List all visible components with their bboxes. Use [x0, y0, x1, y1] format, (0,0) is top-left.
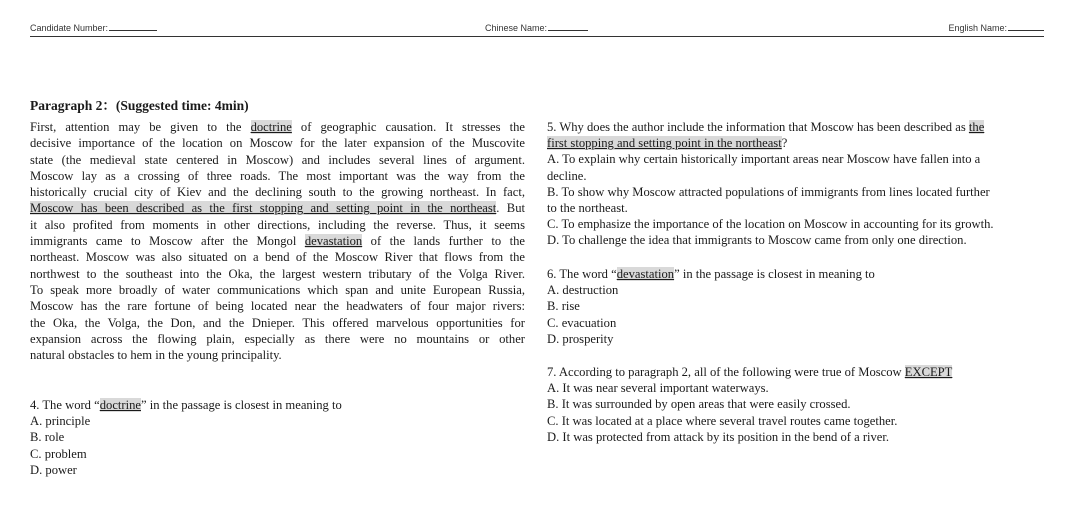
answer-option[interactable]: A. destruction: [547, 283, 619, 298]
question-text: 4. The word “: [30, 398, 100, 412]
answer-option[interactable]: B. role: [30, 430, 65, 445]
answer-option[interactable]: D. power: [30, 462, 77, 477]
highlight-except: EXCEPT: [904, 365, 953, 379]
candidate-number-blank: [109, 22, 157, 31]
passage-line: state (the medieval state centered in Moscow) and includes several lines of argument.: [30, 152, 525, 167]
highlight-doctrine: doctrine: [99, 398, 141, 412]
passage-line: expansion across the flowing plain, especially as there were no mountains or other: [30, 331, 525, 346]
english-name-field: [948, 22, 1044, 33]
answer-option[interactable]: C. It was located at a place where several travel routes came together.: [547, 413, 898, 428]
question-6-stem: [547, 266, 875, 282]
passage-line: northwest to the southeast into the Oka, the largest western tributary of the Volga River.: [30, 266, 525, 281]
chinese-name-blank: [548, 22, 588, 31]
passage-text: immigrants came to Moscow after the Mongol: [30, 234, 305, 249]
question-5-stem-cont: [547, 135, 1047, 151]
passage-line: [30, 233, 525, 249]
paragraph-title: Paragraph 2：(Suggested time: 4min): [30, 98, 249, 113]
question-text: ” in the passage is closest in meaning to: [674, 267, 875, 281]
answer-option[interactable]: D. It was protected from attack by its position in the bend of a river.: [547, 429, 890, 444]
passage-line: To speak more broadly of water communications which span and unite European Russia,: [30, 282, 525, 297]
candidate-number-field: [30, 22, 157, 33]
question-7-stem: [547, 364, 952, 380]
answer-option-cont[interactable]: to the northeast.: [547, 201, 628, 216]
english-name-label: English Name:: [948, 23, 1007, 33]
question-5: [547, 119, 1047, 249]
question-4: [30, 397, 342, 478]
answer-option[interactable]: D. prosperity: [547, 331, 614, 346]
question-7: [547, 364, 952, 445]
passage-line: the Oka, the Volga, the Don, and the Dnieper. This offered marvelous opportunities for: [30, 315, 525, 330]
answer-option[interactable]: B. To show why Moscow attracted populations of immigrants from lines located further: [547, 184, 990, 199]
passage-text: . But: [496, 201, 525, 216]
passage-line: [30, 119, 525, 135]
highlight-devastation: devastation: [304, 234, 363, 249]
passage-line: decisive importance of the location on Moscow for the later expansion of the Muscovite: [30, 136, 525, 151]
english-name-blank: [1008, 22, 1044, 31]
answer-option[interactable]: C. evacuation: [547, 315, 617, 330]
highlight-sentence: the: [968, 120, 985, 134]
highlight-doctrine: doctrine: [250, 120, 292, 134]
page-header: [30, 22, 1044, 37]
question-4-stem: [30, 397, 342, 413]
passage-text: of geographic causation. It stresses the: [291, 120, 525, 134]
answer-option[interactable]: A. To explain why certain historically important areas near Moscow have fallen into a: [547, 152, 981, 167]
passage-line: historically crucial city of Kiev and the declining south to the growing northeast. In fact,: [30, 185, 525, 200]
answer-option[interactable]: A. It was near several important waterways.: [547, 381, 769, 396]
answer-option[interactable]: B. rise: [547, 299, 580, 314]
answer-option-cont[interactable]: decline.: [547, 168, 587, 183]
answer-option[interactable]: C. problem: [30, 446, 87, 461]
reading-passage: [30, 119, 525, 363]
passage-text: First, attention may be given to the: [30, 120, 251, 134]
answer-option[interactable]: A. principle: [30, 414, 91, 429]
highlight-devastation: devastation: [616, 267, 675, 281]
chinese-name-field: [485, 22, 588, 33]
question-text: 6. The word “: [547, 267, 617, 281]
answer-option[interactable]: C. To emphasize the importance of the location on Moscow in accounting for its growth.: [547, 217, 994, 232]
passage-line: northeast. Moscow was also situated on a bend of the Moscow River that flows from the: [30, 250, 525, 265]
passage-line: [30, 200, 525, 216]
question-6: [547, 266, 875, 347]
answer-option[interactable]: B. It was surrounded by open areas that were easily crossed.: [547, 397, 851, 412]
highlight-sentence: Moscow has been described as the first stopping and setting point in the northeast: [30, 201, 497, 216]
passage-text: of the lands further to the: [362, 234, 525, 249]
answer-option[interactable]: D. To challenge the idea that immigrants to Moscow came from only one direction.: [547, 233, 967, 248]
question-text: ” in the passage is closest in meaning to: [140, 398, 342, 412]
passage-line: it also profited from moments in other directions, including the reverse. Thus, it seems: [30, 217, 525, 232]
chinese-name-label: Chinese Name:: [485, 23, 548, 33]
candidate-number-label: Candidate Number:: [30, 23, 109, 33]
passage-line: Moscow lay as a crossing of three roads. The most important was the way from the: [30, 168, 525, 183]
question-text: 7. According to paragraph 2, all of the following were true of Moscow: [547, 365, 905, 379]
highlight-sentence: first stopping and setting point in the northeast: [547, 136, 782, 151]
question-5-stem: [547, 119, 1047, 135]
passage-line: Moscow has the rare fortune of being located near the headwaters of four major rivers:: [30, 299, 525, 314]
question-text: ?: [781, 136, 788, 151]
passage-line: natural obstacles to hem in the young principality.: [30, 348, 282, 363]
question-text: 5. Why does the author include the information that Moscow has been described as: [547, 120, 969, 134]
